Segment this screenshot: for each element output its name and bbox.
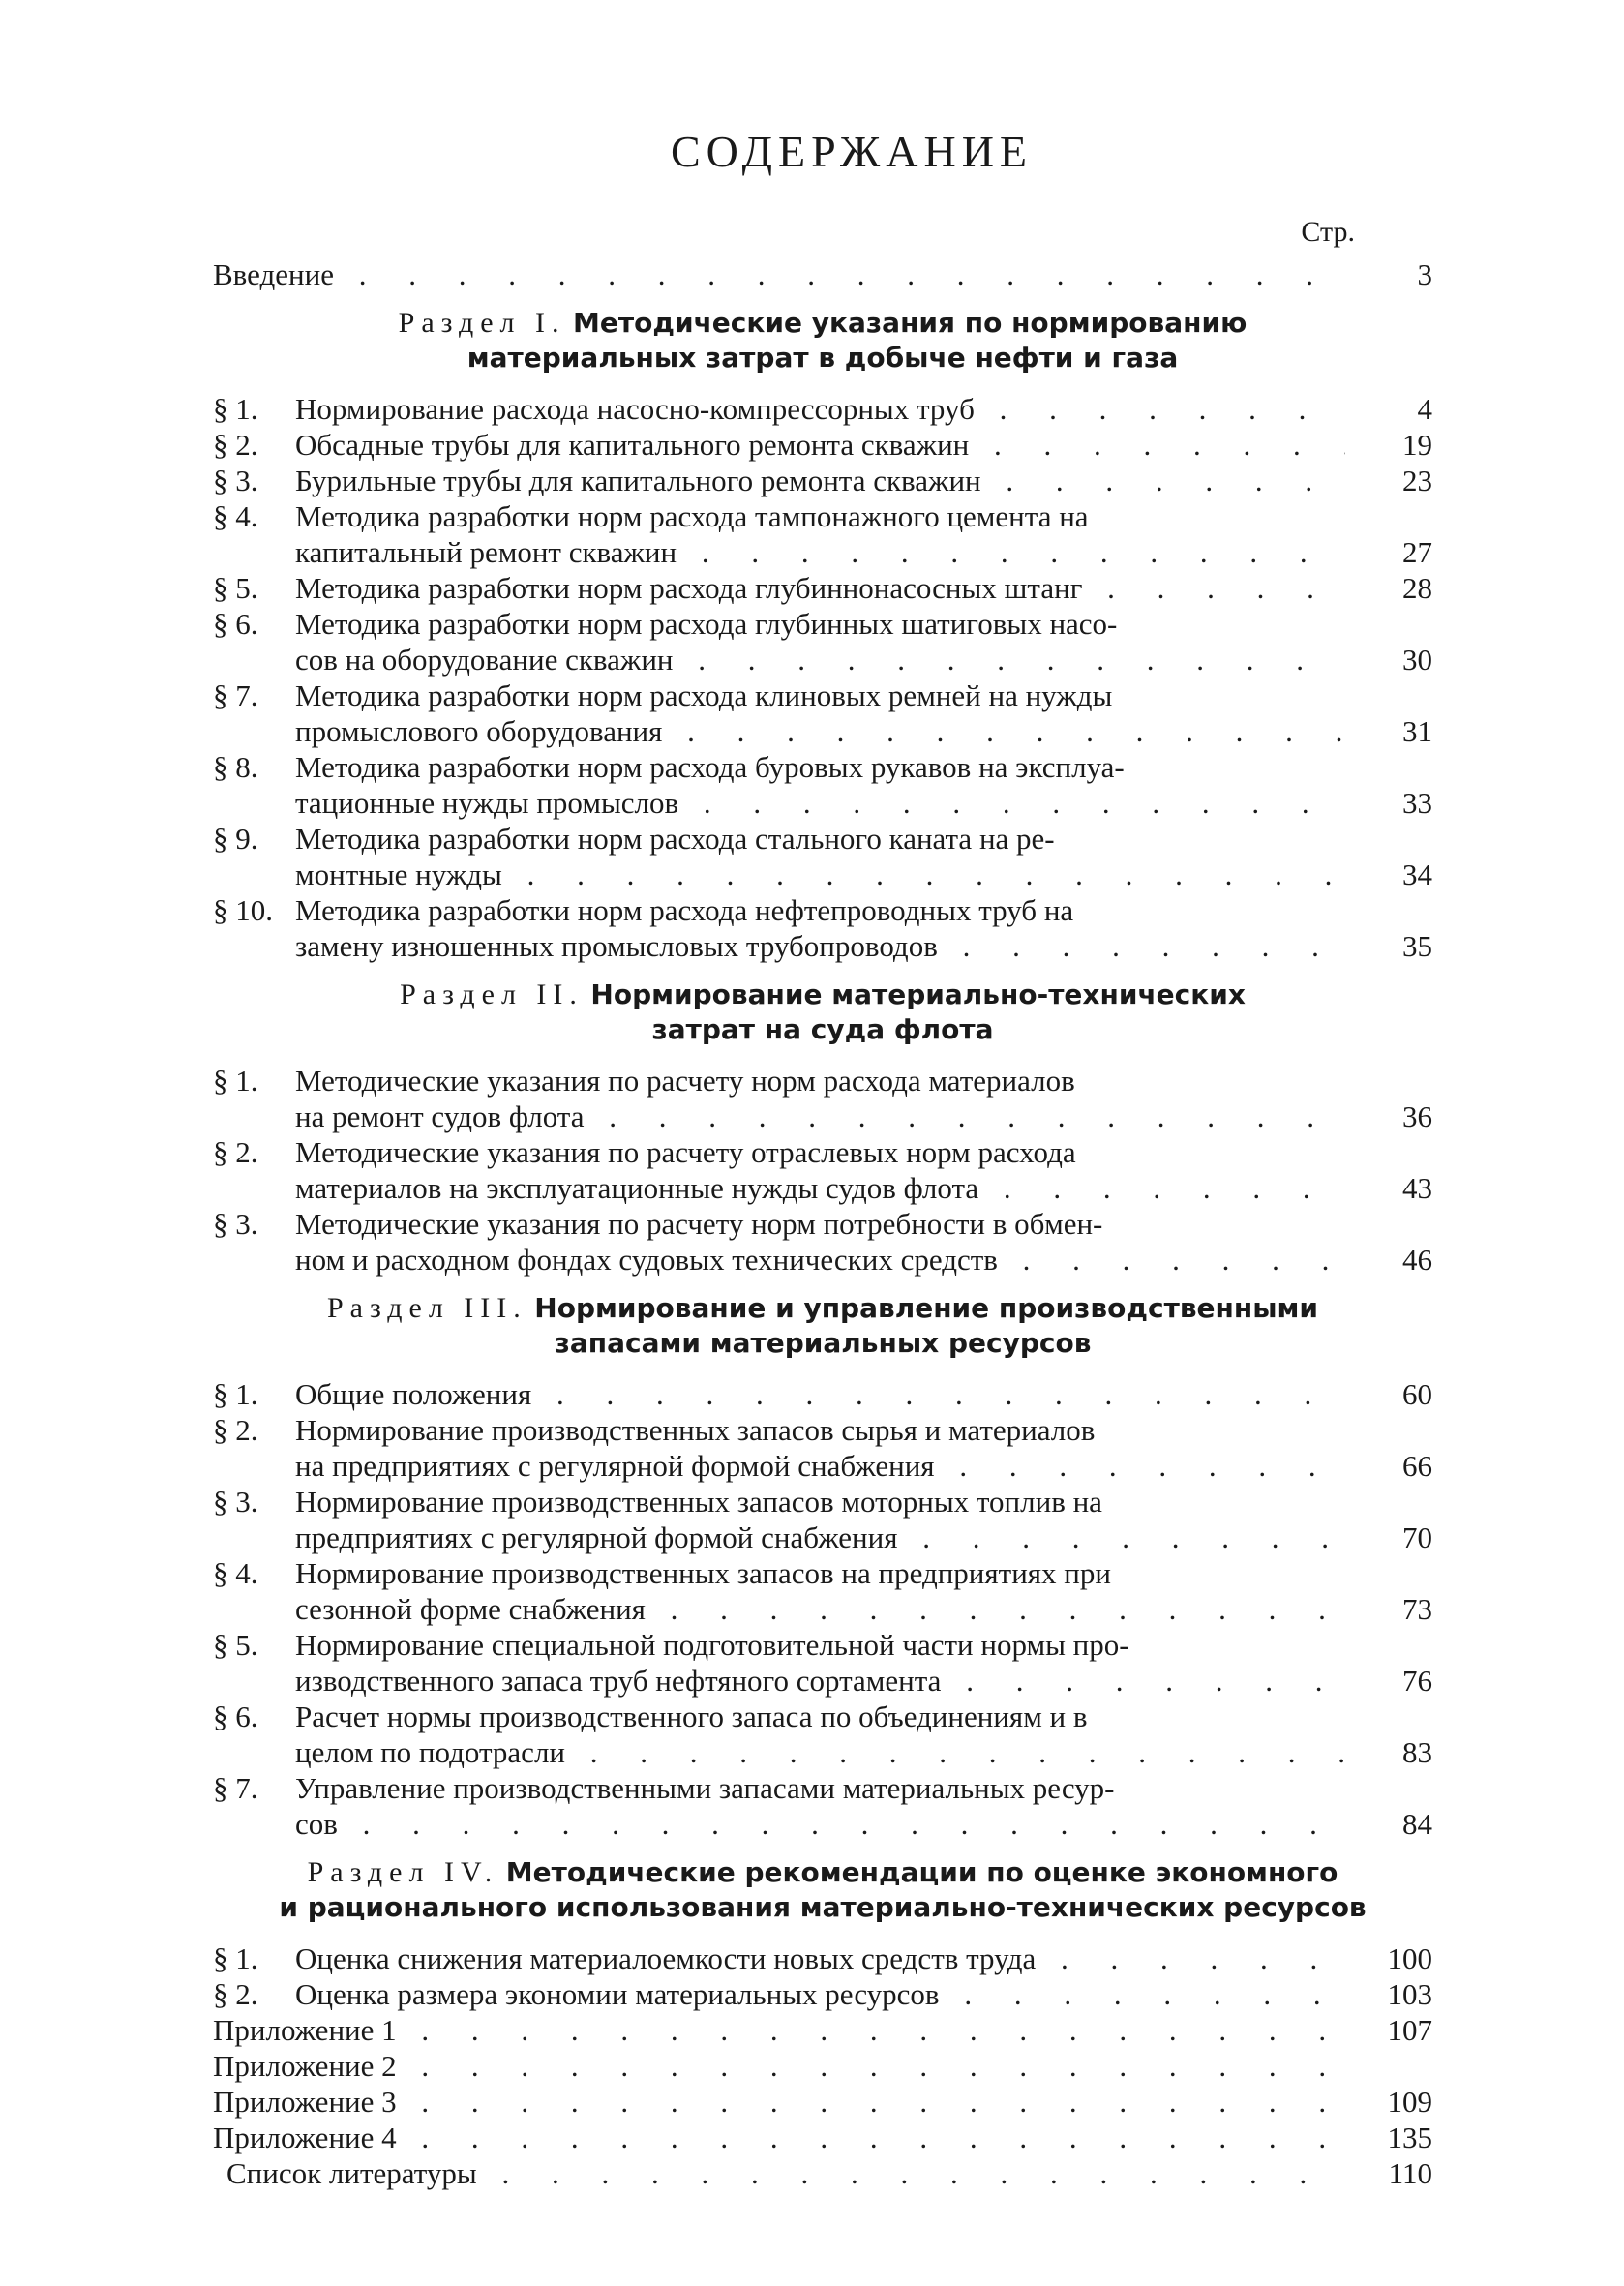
toc-entry-line	[213, 498, 1432, 534]
toc-entry[interactable]	[213, 821, 1432, 892]
toc-entry-line	[213, 1448, 1432, 1484]
entry-page: 103	[1387, 1977, 1432, 2011]
entry-text	[213, 463, 1345, 498]
section-heading-line	[213, 1291, 1432, 1326]
toc-entry-line	[213, 713, 1432, 749]
entry-text: Приложение 4 . . .	[213, 2120, 1345, 2155]
section-title: Методические рекомендации по оценке экономного	[505, 1856, 1338, 1888]
page-title: СОДЕРЖАНИЕ	[670, 127, 1034, 176]
entry-page: 43	[1402, 1171, 1432, 1205]
appendices-container	[213, 2012, 1432, 2155]
entry-page: 27	[1402, 535, 1432, 569]
entry-text: Приложение 3 . . .	[213, 2084, 1345, 2120]
section-title: затрат на суда флота	[651, 1013, 994, 1045]
entry-text-part: Оценка размера экономии материальных ресурсов	[295, 1977, 940, 2011]
entry-text: Приложение 1 . . .	[213, 2012, 1345, 2048]
toc-entry-line	[213, 1940, 1432, 1976]
paragraph-mark: § 4.	[213, 499, 258, 533]
toc-entry-line	[213, 391, 1432, 427]
entry-text-part: Управление производственными запасами материальных ресур-	[295, 1771, 1115, 1805]
toc-entry-line	[213, 642, 1432, 677]
entry-text-part: Методика разработки норм расхода нефтепроводных труб на	[295, 893, 1074, 927]
entry-page: 60	[1402, 1377, 1432, 1411]
entry-text	[213, 534, 1345, 570]
section-heading-line	[213, 1855, 1432, 1890]
toc-entry-line	[213, 1734, 1432, 1770]
entry-text	[213, 1242, 1345, 1278]
paragraph-mark: § 2.	[213, 428, 258, 462]
entry-text	[213, 1591, 1345, 1627]
entry-text	[213, 1134, 1345, 1170]
entry-text	[213, 1627, 1345, 1663]
toc-entry-line	[213, 928, 1432, 964]
entry-page: 46	[1402, 1243, 1432, 1277]
entry-text-part: Методика разработки норм расхода стального каната на ре-	[295, 822, 1055, 856]
paragraph-mark: § 1.	[213, 1941, 258, 1975]
section-title: Нормирование материально-технических	[590, 978, 1246, 1010]
entry-text-part: Оценка снижения материалоемкости новых средств труда	[295, 1941, 1037, 1975]
entry-text	[213, 1976, 1345, 2012]
toc-entry-line	[213, 534, 1432, 570]
section-heading	[213, 978, 1432, 1047]
toc-entry-line	[213, 1484, 1432, 1519]
entry-text-part: Методика разработки норм расхода буровых рукавов на эксплуа-	[295, 750, 1125, 784]
toc-entry[interactable]	[213, 1484, 1432, 1555]
toc-entry-line	[213, 1063, 1432, 1098]
toc-entry-line	[213, 749, 1432, 785]
toc-entry[interactable]	[213, 498, 1432, 570]
toc-entry-line	[213, 427, 1432, 463]
entry-text	[213, 785, 1345, 821]
section-label: Раздел II.	[400, 978, 584, 1010]
table-of-contents	[213, 126, 1432, 2191]
toc-entry-line	[213, 857, 1432, 892]
entry-text-part: Бурильные трубы для капитального ремонта скважин	[295, 464, 981, 497]
entry-text	[213, 928, 1345, 964]
entry-text-part: изводственного запаса труб нефтяного сортамента	[295, 1664, 942, 1698]
entry-page: 35	[1402, 929, 1432, 963]
section-heading	[213, 306, 1432, 376]
entry-page: 19	[1402, 428, 1432, 462]
toc-entry-literature[interactable]	[213, 2155, 1432, 2191]
entry-page: 76	[1402, 1664, 1432, 1698]
entry-text-part: на предприятиях с регулярной формой снабжения	[295, 1449, 935, 1483]
entry-text-part: целом по подотрасли	[295, 1735, 565, 1769]
entry-page: 107	[1387, 2013, 1432, 2047]
entry-text	[213, 1555, 1345, 1591]
entry-text	[213, 1206, 1345, 1242]
toc-entry-intro[interactable]	[213, 256, 1432, 292]
paragraph-mark: § 5.	[213, 571, 258, 605]
toc-entry[interactable]	[213, 1376, 1432, 1412]
toc-entry-line	[213, 1663, 1432, 1699]
entry-text-part: материалов на эксплуатационные нужды судов флота	[295, 1171, 979, 1205]
entry-text	[213, 1098, 1345, 1134]
entry-text-part: Методика разработки норм расхода клиновых ремней на нужды	[295, 678, 1113, 712]
entry-page: 3	[1417, 257, 1432, 291]
entry-page: 28	[1402, 571, 1432, 605]
toc-entry-line	[213, 821, 1432, 857]
paragraph-mark: § 1.	[213, 392, 258, 426]
entry-text	[213, 427, 1345, 463]
entry-text-part: Нормирование производственных запасов на предприятиях при	[295, 1556, 1111, 1590]
entry-text-part: сов	[295, 1807, 338, 1841]
toc-entry-line	[213, 1412, 1432, 1448]
entry-text	[213, 1412, 1345, 1448]
entry-text	[213, 892, 1345, 928]
section-title: материальных затрат в добыче нефти и газа	[466, 342, 1179, 374]
toc-entry[interactable]	[213, 1206, 1432, 1278]
entry-text-part: сезонной форме снабжения	[295, 1592, 646, 1626]
entry-text	[213, 391, 1345, 427]
entry-text	[213, 642, 1345, 677]
toc-entry[interactable]	[213, 892, 1432, 964]
entry-page: 4	[1417, 392, 1432, 426]
paragraph-mark: § 7.	[213, 1771, 258, 1805]
entry-text-part: Нормирование производственных запасов сырья и материалов	[295, 1413, 1096, 1447]
entry-page: 34	[1402, 857, 1432, 891]
entry-text-part: Нормирование расхода насосно-компрессорных труб	[295, 392, 975, 426]
toc-entry[interactable]	[213, 1770, 1432, 1842]
entry-text-part: Обсадные трубы для капитального ремонта скважин	[295, 428, 970, 462]
entry-text-part: Методические указания по расчету отраслевых норм расхода	[295, 1135, 1076, 1169]
entry-text-part: Методика разработки норм расхода тампонажного цемента на	[295, 499, 1089, 533]
toc-entry[interactable]	[213, 1134, 1432, 1206]
toc-entry-line	[213, 463, 1432, 498]
entry-text	[213, 1376, 1345, 1412]
section-heading-line	[213, 1890, 1432, 1925]
paragraph-mark: § 1.	[213, 1064, 258, 1098]
toc-entry-line	[213, 1519, 1432, 1555]
entry-text	[213, 1063, 1345, 1098]
section-title: запасами материальных ресурсов	[554, 1327, 1092, 1359]
toc-entry-appendix[interactable]	[213, 2048, 1432, 2084]
section-title: Нормирование и управление производственными	[534, 1292, 1319, 1324]
entry-text: Приложение 2 . . .	[213, 2048, 1345, 2084]
entry-text	[213, 1699, 1345, 1734]
entry-text	[213, 570, 1345, 606]
entry-text-part: тационные нужды промыслов	[295, 786, 679, 820]
toc-entry-appendix[interactable]	[213, 2120, 1432, 2155]
toc-entry[interactable]	[213, 463, 1432, 498]
toc-entry[interactable]	[213, 606, 1432, 677]
paragraph-mark: § 6.	[213, 607, 258, 641]
entry-text-part: Нормирование специальной подготовительной части нормы про-	[295, 1628, 1129, 1662]
entry-text	[213, 1519, 1345, 1555]
toc-entry-line	[213, 785, 1432, 821]
toc-entry-line	[213, 1699, 1432, 1734]
entry-text-part: Методика разработки норм расхода глубиннонасосных штанг	[295, 571, 1083, 605]
entry-text	[213, 713, 1345, 749]
entry-page: 135	[1387, 2121, 1432, 2154]
toc-entry-appendix[interactable]	[213, 2084, 1432, 2120]
entry-text-part: на ремонт судов флота	[295, 1099, 585, 1133]
toc-entry[interactable]	[213, 1699, 1432, 1770]
toc-entry-line	[213, 1770, 1432, 1806]
entry-text	[213, 1806, 1345, 1842]
toc-entry-line	[213, 1134, 1432, 1170]
entry-text-part: предприятиях с регулярной формой снабжения	[295, 1520, 898, 1554]
entry-text-part: Методические указания по расчету норм потребности в обмен-	[295, 1207, 1103, 1241]
entry-text-part: монтные нужды	[295, 857, 502, 891]
toc-entry-line	[213, 1170, 1432, 1206]
paragraph-mark: § 10.	[213, 893, 273, 927]
toc-entry-line	[213, 1555, 1432, 1591]
entry-text	[213, 1940, 1345, 1976]
entry-text	[213, 857, 1345, 892]
toc-entry-line	[213, 1376, 1432, 1412]
entry-page: 30	[1402, 643, 1432, 677]
entry-text	[213, 1484, 1345, 1519]
paragraph-mark: § 9.	[213, 822, 258, 856]
section-label: Раздел III.	[326, 1292, 527, 1324]
entry-page: 109	[1387, 2085, 1432, 2119]
toc-entry-line	[213, 1098, 1432, 1134]
section-title: и рационального использования материально-технических ресурсов	[279, 1891, 1367, 1923]
section-heading-line	[213, 1012, 1432, 1047]
toc-entry[interactable]	[213, 677, 1432, 749]
entry-text-part: замену изношенных промысловых трубопроводов	[295, 929, 938, 963]
section-heading	[213, 1855, 1432, 1925]
paragraph-mark: § 3.	[213, 1207, 258, 1241]
paragraph-mark: § 7.	[213, 678, 258, 712]
entry-text	[213, 1770, 1345, 1806]
toc-entry[interactable]	[213, 427, 1432, 463]
toc-entry[interactable]	[213, 1063, 1432, 1134]
page-column-label: Стр.	[1301, 216, 1355, 248]
entry-page: 73	[1402, 1592, 1432, 1626]
entry-page: 33	[1402, 786, 1432, 820]
section-heading-line	[213, 306, 1432, 341]
toc-entry-line	[213, 1806, 1432, 1842]
entry-text-part: Методика разработки норм расхода глубинных шатиговых насо-	[295, 607, 1118, 641]
paragraph-mark: § 5.	[213, 1628, 258, 1662]
entry-text	[213, 1663, 1345, 1699]
section-heading	[213, 1291, 1432, 1361]
entry-text-part: Общие положения	[295, 1377, 532, 1411]
toc-entry-line	[213, 570, 1432, 606]
toc-entry-line	[213, 1591, 1432, 1627]
paragraph-mark: § 3.	[213, 464, 258, 497]
section-title: Методические указания по нормированию	[573, 307, 1248, 339]
toc-entry-line	[213, 1206, 1432, 1242]
entry-text	[213, 606, 1345, 642]
toc-entry-line	[213, 1976, 1432, 2012]
paragraph-mark: § 6.	[213, 1699, 258, 1733]
toc-entry[interactable]	[213, 749, 1432, 821]
entry-page: 83	[1402, 1735, 1432, 1769]
entry-text-part: сов на оборудование скважин	[295, 643, 674, 677]
toc-entry-line	[213, 1242, 1432, 1278]
section-heading-line	[213, 978, 1432, 1012]
entry-text	[213, 1170, 1345, 1206]
toc-entry[interactable]	[213, 1412, 1432, 1484]
entry-text: Введение . . .	[213, 256, 1345, 292]
toc-entry[interactable]	[213, 1627, 1432, 1699]
entry-text	[213, 498, 1345, 534]
entry-text-part: Расчет нормы производственного запаса по объединениям и в	[295, 1699, 1088, 1733]
section-heading-line	[213, 1326, 1432, 1361]
entry-page: 84	[1402, 1807, 1432, 1841]
entry-text: Список литературы . . .	[213, 2155, 1345, 2191]
paragraph-mark: § 4.	[213, 1556, 258, 1590]
entry-text-part: ном и расходном фондах судовых технических средств	[295, 1243, 998, 1277]
toc-entry-appendix[interactable]	[213, 2012, 1432, 2048]
section-label: Раздел IV.	[307, 1856, 499, 1888]
entry-text	[213, 1448, 1345, 1484]
paragraph-mark: § 2.	[213, 1413, 258, 1447]
entry-text	[213, 677, 1345, 713]
entry-text	[213, 821, 1345, 857]
section-label: Раздел I.	[398, 307, 566, 339]
toc-entry[interactable]	[213, 1555, 1432, 1627]
entry-text-part: промыслового оборудования	[295, 714, 663, 748]
entry-text	[213, 749, 1345, 785]
entry-text-part: Нормирование производственных запасов моторных топлив на	[295, 1485, 1102, 1519]
paragraph-mark: § 2.	[213, 1135, 258, 1169]
sections-container	[213, 306, 1432, 2012]
entry-page: 31	[1402, 714, 1432, 748]
toc-entry-line	[213, 892, 1432, 928]
entry-page: 110	[1388, 2156, 1432, 2190]
paragraph-mark: § 2.	[213, 1977, 258, 2011]
entry-text	[213, 1734, 1345, 1770]
entry-page: 23	[1402, 464, 1432, 497]
entry-text-part: капитальный ремонт скважин	[295, 535, 677, 569]
toc-entry[interactable]	[213, 1940, 1432, 1976]
entry-page: 70	[1402, 1520, 1432, 1554]
paragraph-mark: § 1.	[213, 1377, 258, 1411]
entry-page: 66	[1402, 1449, 1432, 1483]
paragraph-mark: § 8.	[213, 750, 258, 784]
toc-entry-line	[213, 606, 1432, 642]
toc-entry-line	[213, 1627, 1432, 1663]
entry-page: 100	[1387, 1941, 1432, 1975]
toc-entry-line	[213, 677, 1432, 713]
entry-text-part: Методические указания по расчету норм расхода материалов	[295, 1064, 1075, 1098]
paragraph-mark: § 3.	[213, 1485, 258, 1519]
toc-entry[interactable]	[213, 570, 1432, 606]
entry-page: 36	[1402, 1099, 1432, 1133]
toc-entry[interactable]	[213, 391, 1432, 427]
toc-entry[interactable]	[213, 1976, 1432, 2012]
section-heading-line	[213, 341, 1432, 376]
